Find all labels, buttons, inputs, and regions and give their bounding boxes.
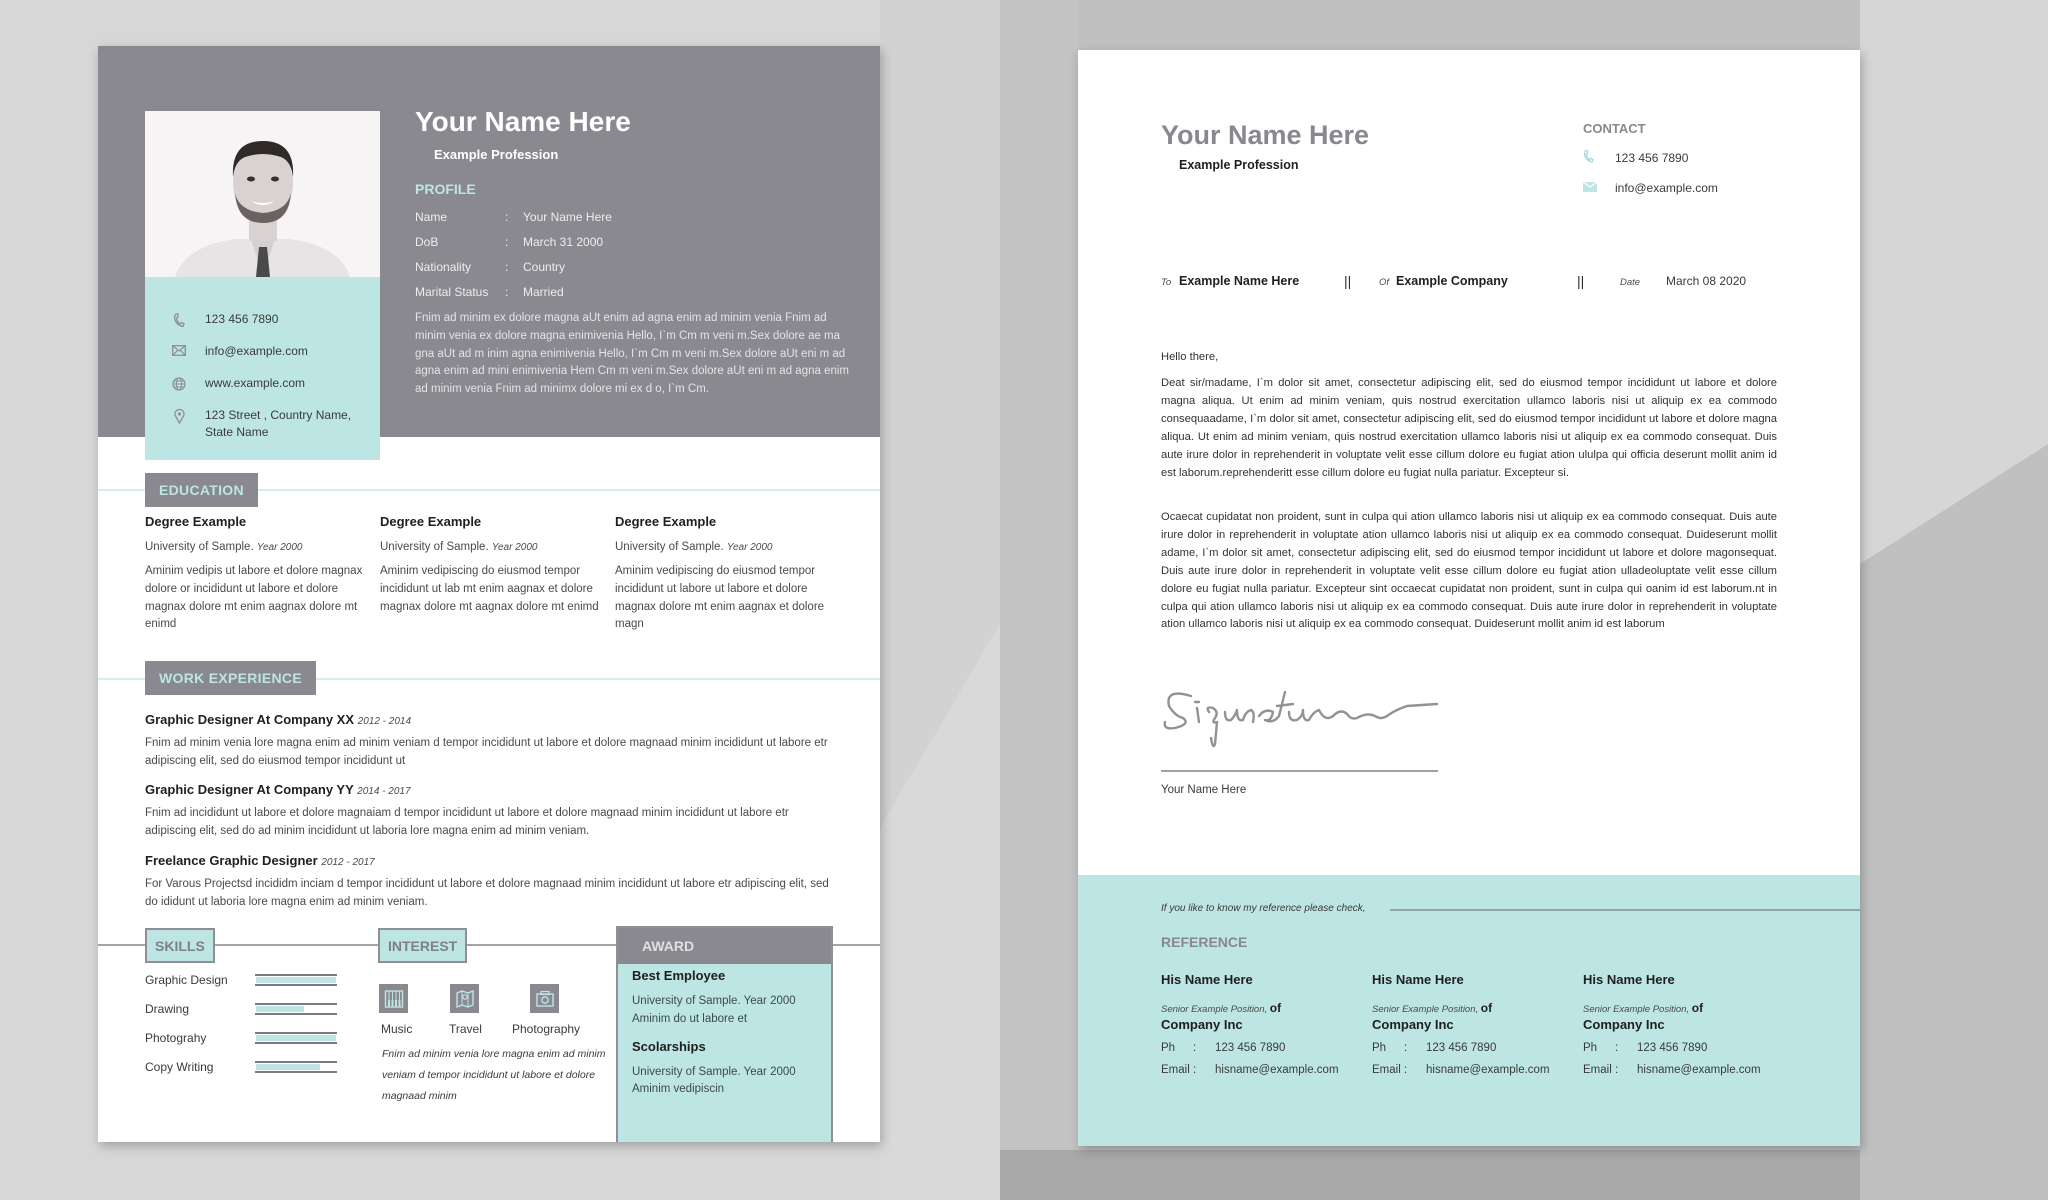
education-item: Degree Example University of Sample. Year 2000 Aminim vedipiscing do eiusmod tempor incididunt ut lab mt enim aagnax et dolore magnax dolore mt aagnax dolore mt enimd — [380, 514, 599, 613]
greeting: Hello there, — [1161, 351, 1219, 363]
work-item: Graphic Designer At Company YY 2014 - 2017 Fnim ad incididunt ut labore et dolore magnaiam d tempor incididunt ut labore et dolore magnaad minim incididunt ut labore etr adipiscing elit, sed do ad minim incididunt ut laboria lore magna enim ad minim veniam. — [145, 782, 789, 837]
award-panel: AWARD Best Employee University of Sample. Year 2000 Aminim do ut labore et Scolarships University of Sample. Year 2000 Aminim vedipiscin — [616, 926, 833, 1142]
globe-icon — [169, 375, 189, 391]
piano-icon — [379, 984, 408, 1013]
interest-description: Fnim ad minim venia lore magna enim ad minim veniam d tempor incididunt ut labore et dolore magnaad minim — [382, 1048, 606, 1102]
skill-item: Copy Writing — [145, 1060, 355, 1074]
skills-heading: SKILLS — [145, 928, 215, 963]
profile-summary: Fnim ad minim ex dolore magna aUt enim ad agna enim ad minim venia Fnim ad minim venia ex dolore magna enimivenia Hello, I`m Cm m veni m.Sex dolore ae ma gna aUt ad m inim agna enimivenia Hello, I`m Cm m veni m.Sex dolore aUt eni m ad agna enim ad mini enimivenia Hem Cm m veni m.Sex dolore aUt eni m ad agna enim ad minim venia Fnim ad minimx dolore mi ex d o, I`m Cm. — [415, 312, 850, 396]
contact-phone: 123 456 7890 — [145, 311, 380, 328]
contact-website: www.example.com — [145, 375, 380, 392]
skill-item: Drawing — [145, 1002, 355, 1016]
phone-icon — [169, 311, 189, 327]
education-item: Degree Example University of Sample. Year 2000 Aminim vedipiscing do eiusmod tempor incididunt ut labore ut labore et dolore magnax dolore mt enim aagnax et dolore magn — [615, 514, 825, 631]
interest-label: Music — [381, 1022, 413, 1036]
resume-page — [98, 46, 880, 1142]
profile-field-dob: DoB : March 31 2000 — [415, 235, 604, 249]
letter-paragraph: Deat sir/madame, I`m dolor sit amet, consectetur adipiscing elit, sed do eiusmod tempor incididunt ut labore et dolore magna aliqua. Ut enim ad minim veniam, quis nostrud exercitation ullamco laboris nisi ut aliquip ex ea commodo consequaadame, I`m dolor sit amet, consectetur adipiscing elit, sed do eiusmod tempor incididunt ut labore et dolore magna aliqua. Ut enim ad minim veniam, quis nostrud exercitation ullamco laboris nisi ut aliquip ex ea commodo consequat. Duis aute irure dolor in reprehenderit in voluptate velit esse cillum dolore eu fugiat ation ululpa qui officia deserunt mollit anim id est laborum.reprehenderitt esse cillum dolore eu fugiat nulla pariatur. Excepteur si. — [1161, 377, 1777, 479]
signature-line — [1161, 770, 1438, 772]
mail-icon — [1583, 181, 1603, 195]
skill-bar — [255, 1061, 337, 1073]
award-title: Scolarships — [632, 1038, 706, 1054]
reference-item: His Name Here Senior Example Position, of Company Inc Ph : 123 456 7890 Email : hisname@example.com — [1161, 972, 1339, 1076]
divider — [1390, 909, 1860, 911]
work-item: Freelance Graphic Designer 2012 - 2017 For Varous Projectsd incididm inciam d tempor incididunt ut labore et dolore magnaad minim incididunt ut labore etr adipiscing elit, sed do ididunt ut laboria lore magna enim ad minim veniam. — [145, 853, 829, 908]
skill-bar — [255, 974, 337, 986]
profile-photo — [145, 111, 380, 277]
reference-item: His Name Here Senior Example Position, of Company Inc Ph : 123 456 7890 Email : hisname@example.com — [1372, 972, 1550, 1076]
background-shape — [1000, 1150, 1860, 1200]
contact-address: 123 Street , Country Name, State Name — [145, 407, 380, 441]
recipient-company: Example Company — [1396, 274, 1508, 288]
reference-footer — [1078, 875, 1860, 1146]
signature-name: Your Name Here — [1161, 784, 1247, 796]
recipient-name: Example Name Here — [1179, 274, 1300, 288]
work-item: Graphic Designer At Company XX 2012 - 2014 Fnim ad minim venia lore magna enim ad minim veniam d tempor incididunt ut labore et dolore magnaad minim incididunt ut labore etr adipiscing elit, sed do eiusmod tempor incididunt ut — [145, 712, 828, 767]
resume-profession: Example Profession — [434, 147, 559, 162]
cover-letter-page — [1078, 50, 1860, 1146]
reference-item: His Name Here Senior Example Position, of Company Inc Ph : 123 456 7890 Email : hisname@example.com — [1583, 972, 1761, 1076]
contact-email: info@example.com — [145, 343, 380, 360]
interest-label: Photography — [512, 1022, 581, 1036]
skill-item: Photograhy — [145, 1031, 355, 1045]
background-shape — [1000, 0, 1078, 1200]
interest-heading: INTEREST — [378, 928, 467, 963]
letter-profession: Example Profession — [1179, 158, 1299, 172]
work-experience-heading: WORK EXPERIENCE — [145, 661, 316, 695]
skill-bar — [255, 1003, 337, 1015]
camera-icon — [530, 984, 559, 1013]
letter-contact-email: info@example.com — [1583, 181, 1718, 195]
education-heading: EDUCATION — [145, 473, 258, 507]
award-title: Best Employee — [632, 968, 726, 983]
reference-heading: REFERENCE — [1161, 934, 1248, 950]
education-item: Degree Example University of Sample. Year 2000 Aminim vedipis ut labore et dolore magnax dolore or incididunt ut labore et dolore magnax dolore mt enim aagnax dolore mt enimd — [145, 514, 363, 631]
signature — [1161, 682, 1446, 757]
phone-icon — [1583, 149, 1603, 166]
resume-name: Your Name Here — [415, 106, 631, 137]
letter-contact-phone: 123 456 7890 — [1583, 149, 1688, 166]
contact-panel — [145, 277, 380, 460]
recipient-row: To Example Name Here || Of Example Company || Date March 08 2020 — [1161, 273, 1747, 289]
profile-heading: PROFILE — [415, 181, 476, 197]
skill-bar — [255, 1032, 337, 1044]
skill-item: Graphic Design — [145, 973, 355, 987]
reference-note: If you like to know my reference please check, — [1161, 903, 1366, 914]
location-pin-icon — [169, 407, 189, 424]
interest-label: Travel — [449, 1022, 482, 1036]
mail-icon — [169, 343, 189, 356]
contact-heading: CONTACT — [1583, 121, 1646, 136]
letter-paragraph: Ocaecat cupidatat non proident, sunt in culpa qui ation ullamco laboris nisi ut aliquip ex ea commodo consequat. Duis aute irure dolor in reprehenderit in voluptate ation ullamco laboris nisi ut aliquip ex ea commodo consequat. Duideserunt mollit adame, I`m dolor sit amet, consectetur adipiscing elit, sed do eiusmod tempor incididunt ut labore et dolore magonsequat. Duis aute irure dolor in reprehenderit in voluptate velit esse cillum dolore eu fugiat ation ulladeoluptate velit esse cillum dolore eu fugiat nulla pariatur. Excepteur sint occaecat cupidatat non proident, sunt in culpa qui oanim id est laborum.nt in culpa qui ation ullamco laboris nisi ut aliquip ex ea commodo consequat. Duis aute irure dolor in reprehenderit in voluptate ation ullamco laboris nisi ut aliquip ex ea commodo consequat. Duideserunt mollit anim id est laborum — [1161, 511, 1777, 631]
map-icon — [450, 984, 479, 1013]
letter-name: Your Name Here — [1161, 120, 1370, 150]
profile-field-nationality: Nationality : Country — [415, 260, 566, 274]
letter-date: March 08 2020 — [1666, 274, 1747, 288]
profile-field-name: Name : Your Name Here — [415, 210, 612, 224]
profile-field-marital-status: Marital Status : Married — [415, 285, 564, 299]
award-heading: AWARD — [618, 928, 831, 964]
